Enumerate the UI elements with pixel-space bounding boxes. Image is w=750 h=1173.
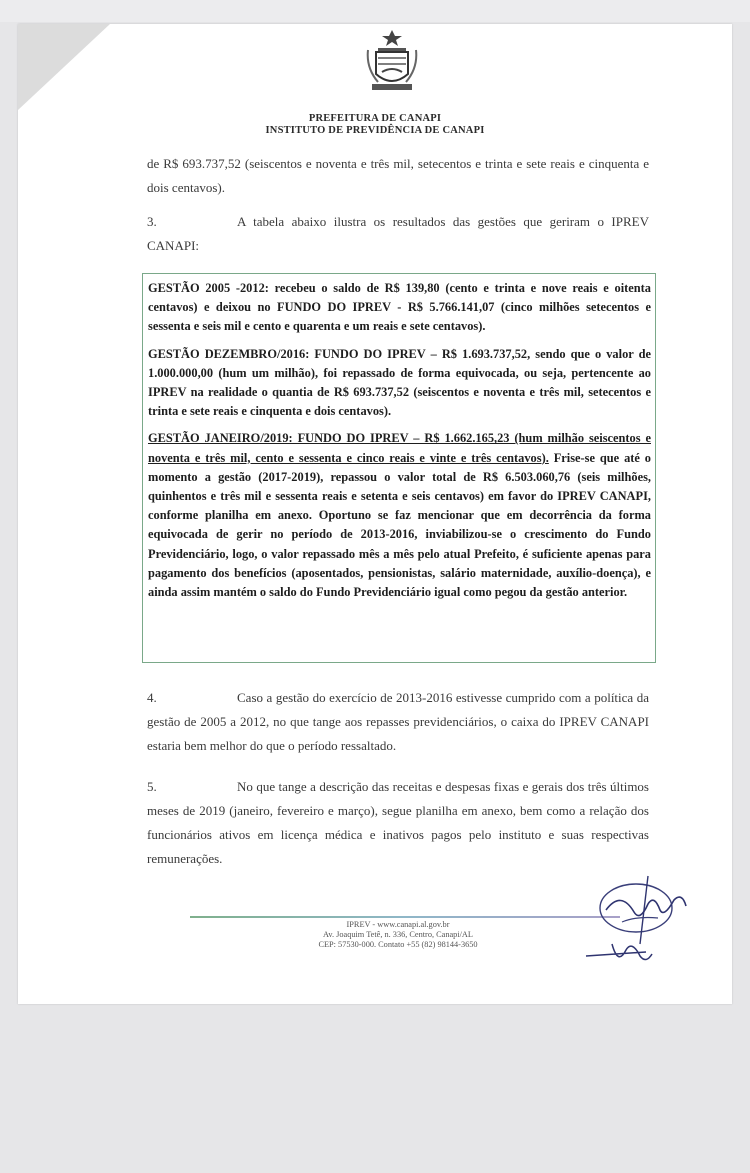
- item-3-text: A tabela abaixo ilustra os resultados das gestões que geriram o IPREV CANAPI:: [147, 214, 649, 253]
- signature-icon: [566, 870, 696, 970]
- item-5-paragraph: [147, 775, 649, 871]
- item-4-number: 4.: [147, 690, 157, 705]
- document-page: [18, 24, 732, 1004]
- gestao-dezembro-2016: GESTÃO DEZEMBRO/2016: FUNDO DO IPREV – R$ 1.693.737,52, sendo que o valor de 1.000.000,00 (hum um milhão), foi repassado de forma equivocada, ou seja, pertencente ao IPREV na realidade o quantia de R$ 693.737,52 (seiscentos e noventa e três mil, setecentos e trinta e sete reais e cinquenta e dois centavos).: [148, 346, 651, 419]
- header-instituto: INSTITUTO DE PREVIDÊNCIA DE CANAPI: [265, 125, 485, 136]
- footer-site: IPREV - www.canapi.al.gov.br: [346, 920, 450, 929]
- gestao-2005-2012: GESTÃO 2005 -2012: recebeu o saldo de R$ 139,80 (cento e trinta e nove reais e oitenta centavos) e deixou no FUNDO DO IPREV - R$ 5.766.141,07 (cinco milhões setecentos e sessenta e seis mil e cento e quarenta e um reais e sete centavos).: [148, 281, 651, 334]
- gestao-janeiro-2019: [148, 429, 651, 602]
- footer-contact: CEP: 57530-000. Contato +55 (82) 98144-3650: [318, 940, 478, 949]
- gestao-2019-rest: Frise-se que até o momento a gestão (2017-2019), repassou o valor total de R$ 6.503.060,76 (seis milhões, quinhentos e três mil e sessenta reais e setenta e seis centavos) em favor do IPREV CANAPI, conforme planilha em anexo. Oportuno se faz mencionar que em decorrência da forma equivocada de gerir no período de 2013-2016, inviabilizou-se o crescimento do Fundo Previdenciário, logo, o valor repassado mês a mês pelo atual Prefeito, é suficiente apenas para pagamento dos benefícios (aposentados, pensionistas, salário maternidade, auxílio-doença), e ainda assim mantém o saldo do Fundo Previdenciário igual como pegou da gestão anterior.: [148, 450, 652, 600]
- item-4-text: Caso a gestão do exercício de 2013-2016 estivesse cumprido com a política da gestão de 2005 a 2012, no que tange aos repasses previdenciários, o caixa do IPREV CANAPI estaria bem melhor do que o período ressaltado.: [147, 690, 649, 753]
- footer-divider: [190, 916, 620, 918]
- item-5-text: No que tange a descrição das receitas e despesas fixas e gerais dos três últimos meses de 2019 (janeiro, fevereiro e março), segue planilha em anexo, bem como a relação dos funcionários ativos em licença médica e inativos pagos pelo instituto e suas respectivas remunerações.: [147, 779, 649, 866]
- item-3-paragraph: [147, 210, 649, 258]
- footer-address: Av. Joaquim Tetê, n. 336, Centro, Canapi/AL: [323, 930, 473, 939]
- item-5-number: 5.: [147, 779, 157, 794]
- item-3-number: 3.: [147, 214, 157, 229]
- page-fold: [18, 24, 110, 110]
- gestao-2019-underlined: GESTÃO JANEIRO/2019: FUNDO DO IPREV – R$ 1.662.165,23 (hum milhão seiscentos e noventa e três mil, cento e sessenta e cinco reais e vinte e três centavos).: [148, 431, 651, 465]
- intro-paragraph: de R$ 693.737,52 (seiscentos e noventa e três mil, setecentos e trinta e sete reais e cinquenta e dois centavos).: [147, 156, 649, 195]
- viewer-top-bar: [0, 0, 750, 22]
- gestoes-table-box: [142, 273, 656, 663]
- item-4-paragraph: [147, 686, 649, 758]
- header-prefeitura: PREFEITURA DE CANAPI: [308, 113, 442, 124]
- coat-of-arms-icon: [364, 28, 420, 96]
